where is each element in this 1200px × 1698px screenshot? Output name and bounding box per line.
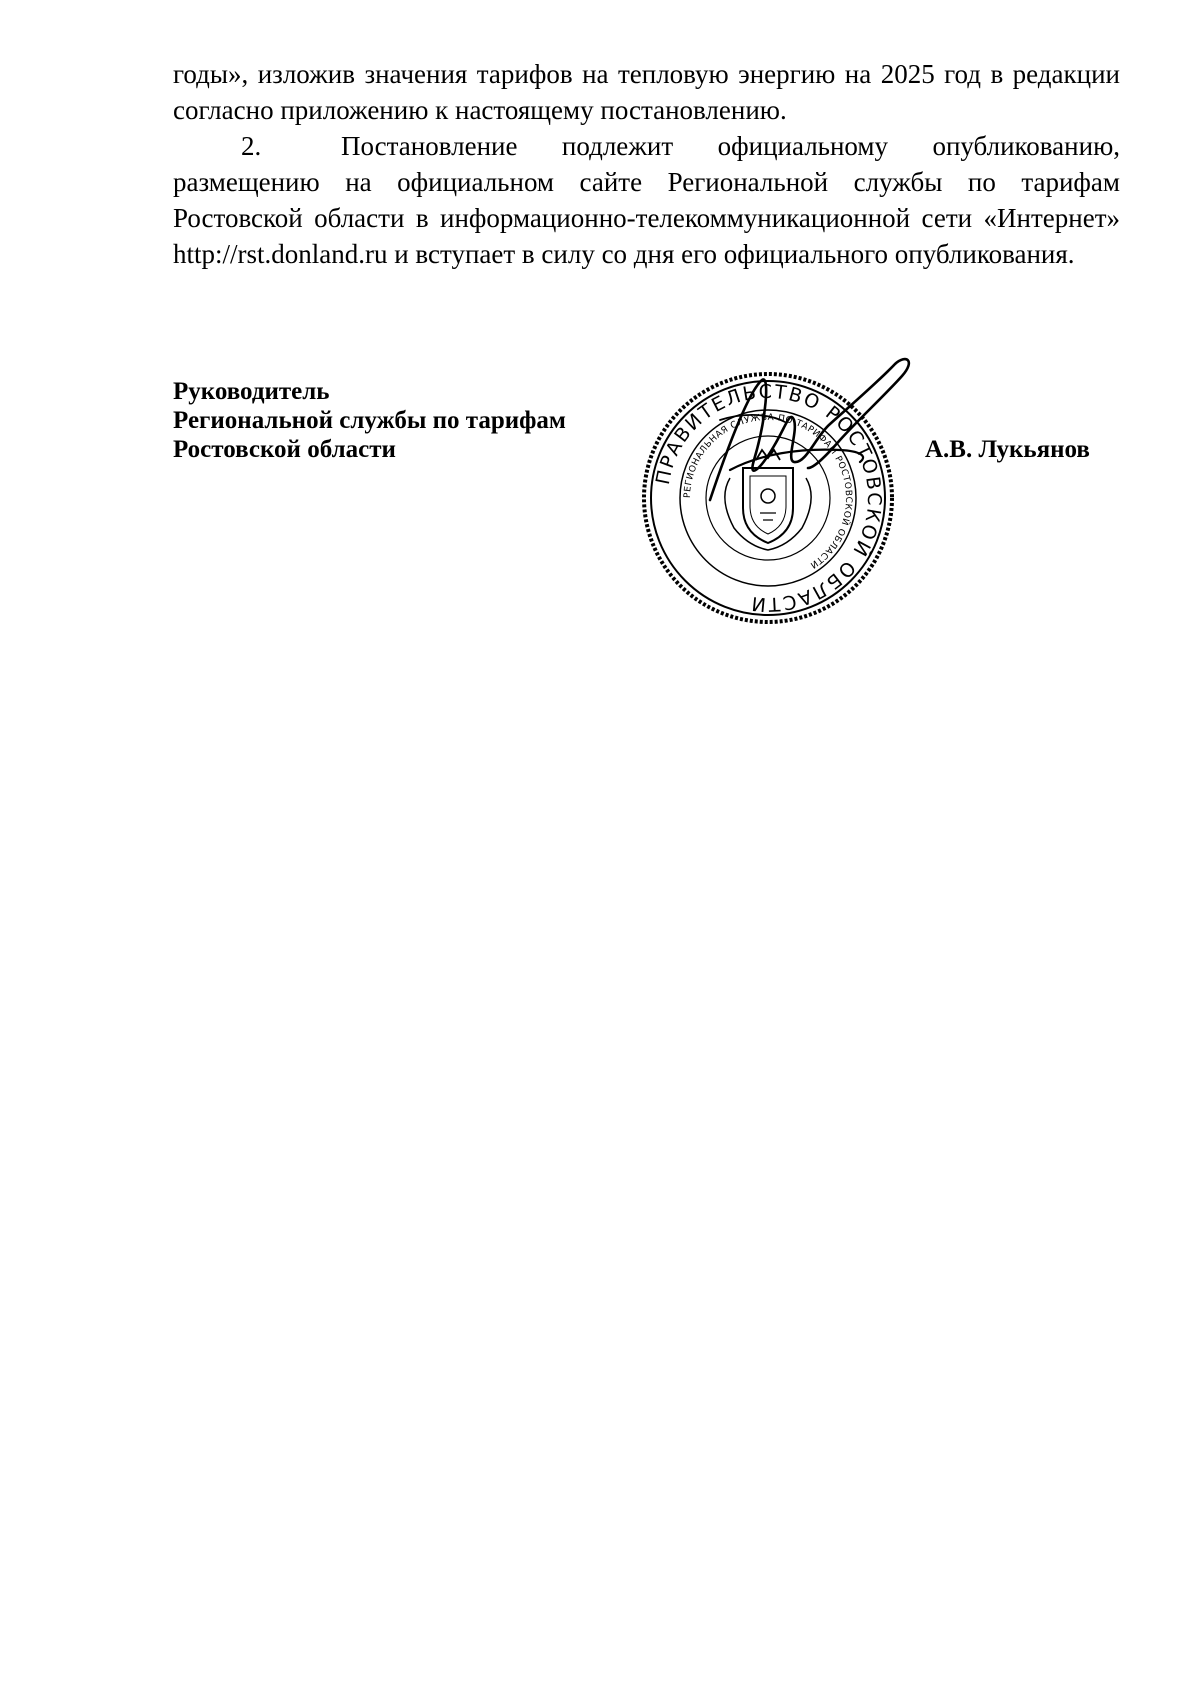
- paragraph-2-text: Постановление подлежит официальному опубликованию, размещению на официальном сайте Региональной службы по тарифам Ростовской области в информационно-телекоммуникационной сети «Интернет» http://rst.donland.ru и вступает в силу со дня его официального опубликования.: [173, 131, 1120, 269]
- paragraph-1: [173, 56, 1120, 128]
- paragraph-1-text: годы», изложив значения тарифов на тепловую энергию на 2025 год в редакции согласно приложению к настоящему постановлению.: [173, 59, 1120, 125]
- position-line-2: Региональной службы по тарифам: [173, 407, 566, 434]
- document-body: [173, 56, 1120, 272]
- signatory-position: [173, 377, 566, 464]
- seal-inner-text: РЕГИОНАЛЬНАЯ СЛУЖБА ПО ТАРИФАМ РОСТОВСКОЙ ОБЛАСТИ: [682, 412, 854, 570]
- position-line-1: Руководитель: [173, 378, 330, 405]
- paragraph-2-number: 2.: [241, 131, 262, 161]
- signer-name: А.В. Лукьянов: [925, 436, 1090, 463]
- paragraph-2: [173, 128, 1120, 272]
- seal-outer-text: ПРАВИТЕЛЬСТВО РОСТОВСКОЙ ОБЛАСТИ: [651, 380, 886, 616]
- position-line-3: Ростовской области: [173, 436, 396, 463]
- handwritten-signature-icon: [690, 350, 920, 530]
